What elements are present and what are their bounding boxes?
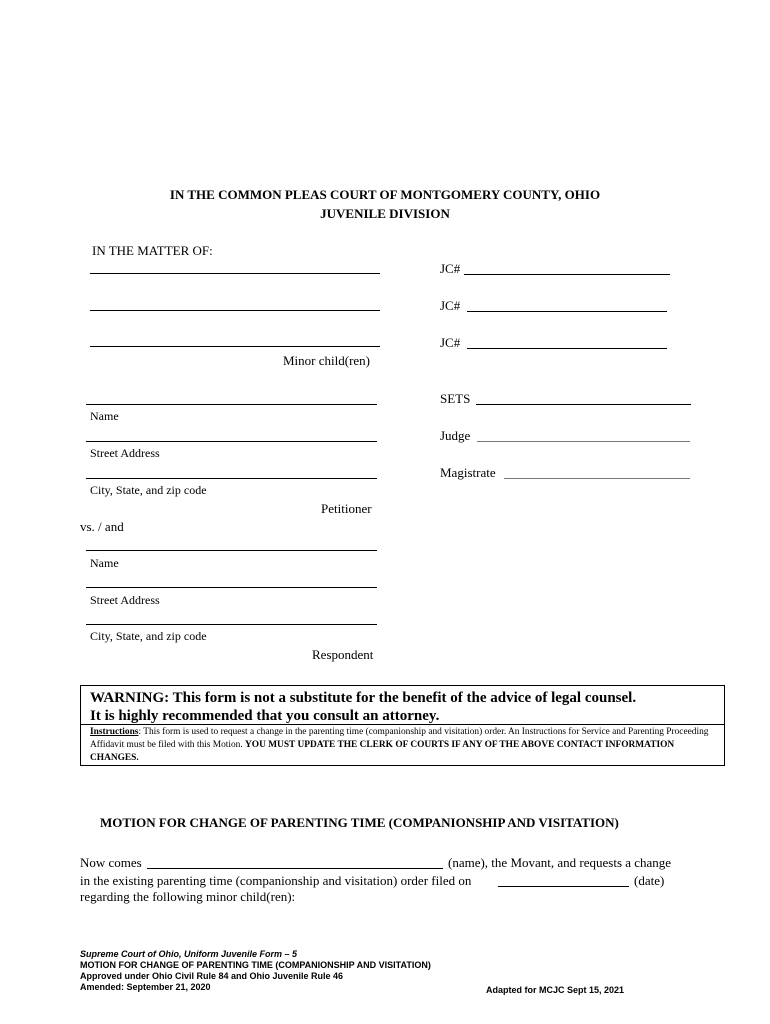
respondent-name-label: Name bbox=[90, 556, 119, 570]
sets-line[interactable] bbox=[476, 404, 691, 405]
vs-label: vs. / and bbox=[80, 519, 124, 534]
respondent-label: Respondent bbox=[312, 647, 374, 662]
magistrate-label: Magistrate bbox=[440, 465, 496, 480]
respondent-city-line[interactable] bbox=[86, 624, 377, 625]
jc-label-3: JC# bbox=[440, 335, 461, 350]
child-name-line-3[interactable] bbox=[90, 346, 380, 347]
order-date-line[interactable] bbox=[498, 886, 629, 887]
instructions-label: Instructions bbox=[90, 727, 139, 737]
motion-now-comes: Now comes bbox=[80, 855, 142, 870]
division-title: JUVENILE DIVISION bbox=[320, 206, 450, 221]
jc-label-2: JC# bbox=[440, 298, 461, 313]
in-the-matter-of-label: IN THE MATTER OF: bbox=[92, 243, 213, 258]
petitioner-name-label: Name bbox=[90, 409, 119, 423]
petitioner-city-line[interactable] bbox=[86, 478, 377, 479]
footer-block bbox=[80, 949, 431, 993]
warning-box bbox=[80, 685, 725, 766]
motion-line-3: regarding the following minor child(ren): bbox=[80, 889, 296, 904]
magistrate-line[interactable] bbox=[504, 478, 690, 479]
sets-label: SETS bbox=[440, 391, 471, 406]
respondent-city-label: City, State, and zip code bbox=[90, 629, 207, 643]
court-title: IN THE COMMON PLEAS COURT OF MONTGOMERY COUNTY, OHIO bbox=[169, 187, 601, 202]
warning-line-2: It is highly recommended that you consult an attorney. bbox=[90, 708, 440, 724]
minor-children-label: Minor child(ren) bbox=[283, 353, 371, 368]
instructions-text bbox=[90, 726, 715, 765]
child-name-line-2[interactable] bbox=[90, 310, 380, 311]
motion-title: MOTION FOR CHANGE OF PARENTING TIME (COMPANIONSHIP AND VISITATION) bbox=[100, 815, 619, 830]
petitioner-street-line[interactable] bbox=[86, 441, 377, 442]
warning-text bbox=[90, 689, 636, 725]
jc-number-line-3[interactable] bbox=[467, 348, 667, 349]
footer-adapted: Adapted for MCJC Sept 15, 2021 bbox=[486, 985, 625, 995]
respondent-street-label: Street Address bbox=[90, 593, 160, 607]
footer-form-id: Supreme Court of Ohio, Uniform Juvenile Form – 5 bbox=[80, 949, 298, 959]
petitioner-name-line[interactable] bbox=[86, 404, 377, 405]
jc-number-line-1[interactable] bbox=[464, 274, 670, 275]
warning-header bbox=[81, 686, 724, 725]
jc-label-1: JC# bbox=[440, 261, 461, 276]
instructions-update-notice: YOU MUST UPDATE THE CLERK OF COURTS IF ANY OF THE ABOVE CONTACT INFORMATION CHANGES. bbox=[90, 740, 675, 763]
warning-line-1: WARNING: This form is not a substitute for the benefit of the advice of legal counsel. bbox=[90, 690, 637, 706]
petitioner-street-label: Street Address bbox=[90, 446, 160, 460]
motion-line-2-end: (date) bbox=[634, 873, 665, 888]
footer-amended: Amended: September 21, 2020 bbox=[80, 982, 211, 992]
petitioner-label: Petitioner bbox=[321, 501, 372, 516]
instructions-body: : This form is used to request a change in the parenting time (companionship and visitation) order. An Instructions for Service and Parenting Proceeding Affidavit must be filed with this Motion. bbox=[90, 727, 709, 750]
footer-form-title: MOTION FOR CHANGE OF PARENTING TIME (COMPANIONSHIP AND VISITATION) bbox=[80, 960, 431, 970]
petitioner-city-label: City, State, and zip code bbox=[90, 483, 207, 497]
movant-name-line[interactable] bbox=[147, 868, 443, 869]
footer-approval: Approved under Ohio Civil Rule 84 and Ohio Juvenile Rule 46 bbox=[80, 971, 344, 981]
jc-number-line-2[interactable] bbox=[467, 311, 667, 312]
motion-line-1-end: (name), the Movant, and requests a change bbox=[448, 855, 672, 870]
respondent-street-line[interactable] bbox=[86, 587, 377, 588]
respondent-name-line[interactable] bbox=[86, 550, 377, 551]
child-name-line-1[interactable] bbox=[90, 273, 380, 274]
motion-line-2-start: in the existing parenting time (companionship and visitation) order filed on bbox=[80, 873, 472, 888]
judge-line[interactable] bbox=[477, 441, 690, 442]
judge-label: Judge bbox=[440, 428, 471, 443]
